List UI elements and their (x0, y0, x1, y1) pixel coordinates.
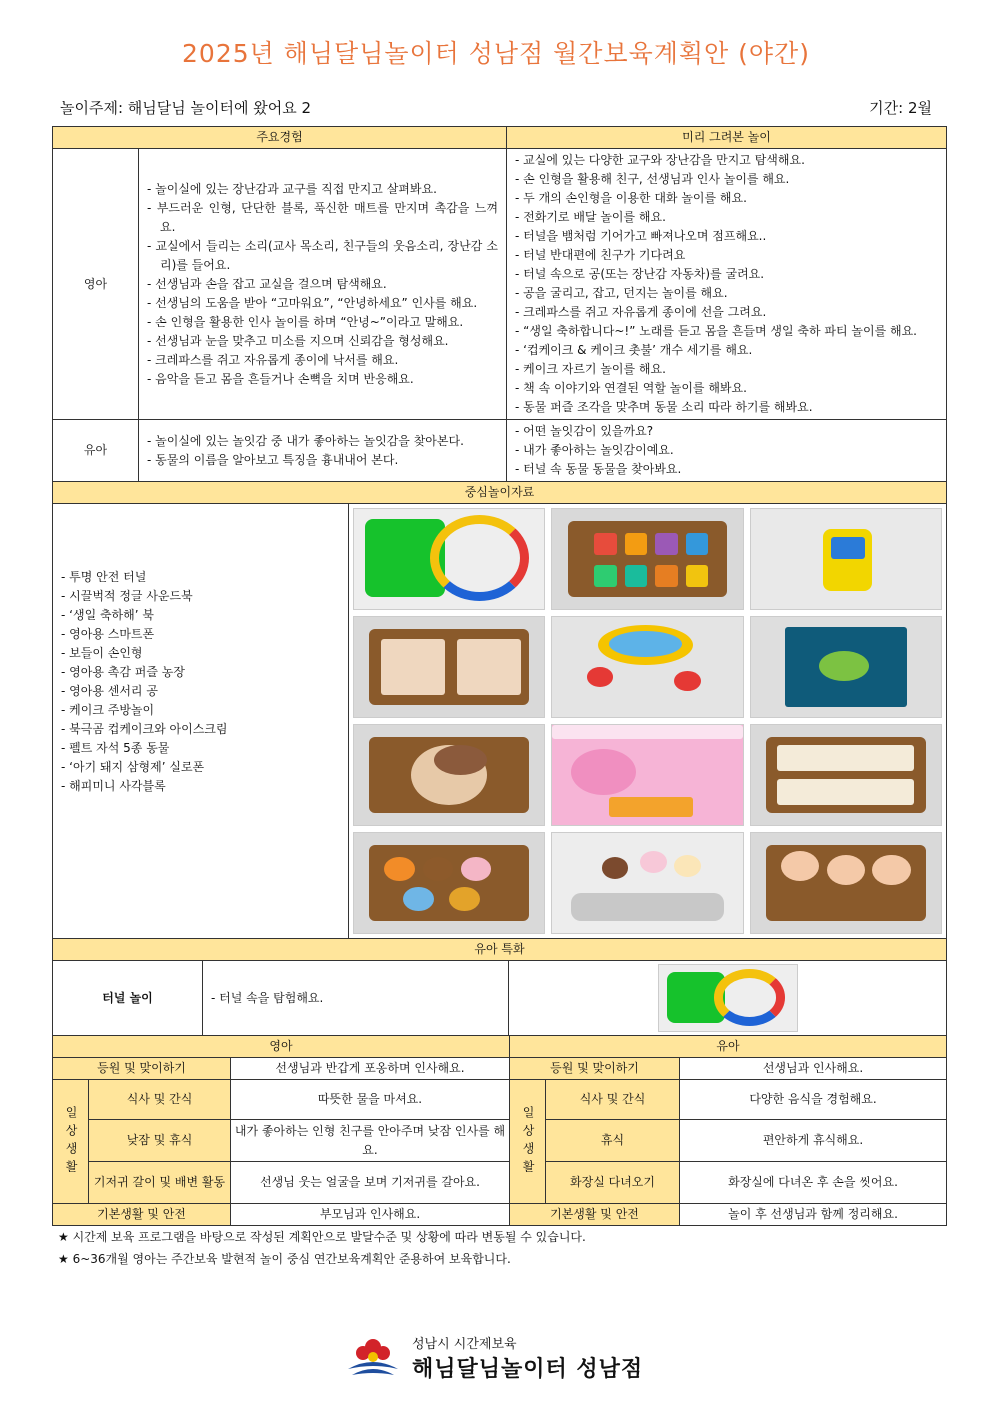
seongnam-logo-icon (344, 1333, 402, 1381)
rest-text: 편안하게 휴식해요. (680, 1120, 947, 1162)
list-item: - 내가 좋아하는 놀잇감이예요. (515, 441, 938, 460)
tunnel-photo (353, 508, 545, 610)
plan-sheet (52, 126, 946, 1270)
list-item: - 선생님과 손을 잡고 교실을 걸으며 탐색해요. (147, 275, 498, 294)
daily-life-table (52, 1035, 947, 1226)
rest-label: 휴식 (546, 1120, 680, 1162)
list-item: - 어떤 놀잇감이 있을까요? (515, 422, 938, 441)
list-item: - 케이크 자르기 놀이를 해요. (515, 360, 938, 379)
infant-row (53, 149, 947, 420)
list-item: - 해피미니 사각블록 (61, 777, 340, 796)
sensory-ball-photo (551, 508, 743, 610)
list-item: - 터널 속 동물 동물을 찾아봐요. (515, 460, 938, 479)
toddler-special-header: 유아 특화 (53, 939, 947, 961)
list-item: - 영아용 촉감 퍼즐 농장 (61, 663, 340, 682)
infant-basic: 부모님과 인사해요. (231, 1204, 510, 1226)
materials-table (52, 481, 947, 939)
daily-life-label: 일상생활 (53, 1080, 89, 1204)
materials-header: 중심놀이자료 (53, 482, 947, 504)
infant-greeting: 선생님과 반갑게 포옹하며 인사해요. (231, 1058, 510, 1080)
list-item: - 동물의 이름을 알아보고 특징을 흉내내어 본다. (147, 451, 498, 470)
list-item: - 시끌벅적 정글 사운드북 (61, 587, 340, 606)
list-item: - ‘컵케이크 & 케이크 촛불’ 개수 세기를 해요. (515, 341, 938, 360)
list-item: - 터널 속으로 공(또는 장난감 자동차)를 굴려요. (515, 265, 938, 284)
list-item: - 터널을 뱀처럼 기어가고 빠져나오며 점프해요.. (515, 227, 938, 246)
experience-table (52, 126, 947, 482)
diaper-label: 기저귀 갈이 및 배변 활동 (89, 1162, 231, 1204)
special-tunnel-photo (658, 964, 798, 1032)
special-desc: 터널 속을 탐험해요. (219, 990, 324, 1005)
toilet-label: 화장실 다녀오기 (546, 1162, 680, 1204)
list-item: - 놀이실에 있는 놀잇감 중 내가 좋아하는 놀잇감을 찾아본다. (147, 432, 498, 451)
jungle-soundbook-photo (750, 616, 942, 718)
note-1: ★ 시간제 보육 프로그램을 바탕으로 작성된 계획안으로 발달수준 및 상황에 따라 변동될 수 있습니다. (58, 1230, 586, 1244)
wooden-block-photo (353, 616, 545, 718)
list-item: - 책 속 이야기와 연결된 역할 놀이를 해봐요. (515, 379, 938, 398)
footer-sub: 성남시 시간제보육 (412, 1337, 517, 1352)
play-theme: 놀이주제: 해님달님 놀이터에 왔어요 2 (60, 99, 312, 117)
list-item: - 크레파스를 쥐고 자유롭게 종이에 낙서를 해요. (147, 351, 498, 370)
period: 기간: 2월 (869, 99, 932, 117)
list-item: - 손 인형을 활용한 인사 놀이를 하며 “안녕~”이라고 말해요. (147, 313, 498, 332)
toddler-special-table: 유아 특화 터널 놀이 - 터널 속을 탐험해요. (52, 938, 947, 1036)
infant-experience-list (139, 178, 506, 391)
infant-header: 영아 (53, 1036, 510, 1058)
list-item: - “생일 축하합니다~!” 노래를 듣고 몸을 흔들며 생일 축하 파티 놀이를 해요. (515, 322, 938, 341)
infant-play-list (507, 149, 946, 419)
toy-phone-photo (750, 508, 942, 610)
toddler-basic: 놀이 후 선생님과 함께 정리해요. (680, 1204, 947, 1226)
list-item: - 공을 굴리고, 잡고, 던지는 놀이를 해요. (515, 284, 938, 303)
list-item: - 동물 퍼즐 조각을 맞추며 동물 소리 따라 하기를 해봐요. (515, 398, 938, 417)
toddler-play-list (507, 420, 946, 481)
toddler-header: 유아 (510, 1036, 947, 1058)
list-item: - 부드러운 인형, 단단한 블록, 푹신한 매트를 만지며 촉감을 느껴요. (147, 199, 498, 237)
meal-label: 식사 및 간식 (89, 1080, 231, 1120)
basic-label: 기본생활 및 안전 (53, 1204, 231, 1226)
toddler-row (53, 420, 947, 482)
list-item: - 케이크 주방놀이 (61, 701, 340, 720)
list-item: - 투명 안전 터널 (61, 568, 340, 587)
toilet-text: 화장실에 다녀온 후 손을 씻어요. (680, 1162, 947, 1204)
list-item: - 손 인형을 활용해 친구, 선생님과 인사 놀이를 해요. (515, 170, 938, 189)
age-label: 영아 (53, 149, 139, 420)
cupcake-icecream-photo (551, 832, 743, 934)
list-item: - 보들이 손인형 (61, 644, 340, 663)
toddler-greeting: 선생님과 인사해요. (680, 1058, 947, 1080)
farm-puzzle-photo (750, 724, 942, 826)
xylophone-photo (551, 616, 743, 718)
cake-toy-photo (353, 724, 545, 826)
list-item: - 교실에 있는 다양한 교구와 장난감을 만지고 탐색해요. (515, 151, 938, 170)
list-item: - 선생님과 눈을 맞추고 미소를 지으며 신뢰감을 형성해요. (147, 332, 498, 351)
materials-list (53, 566, 348, 876)
list-item: - 음악을 듣고 몸을 흔들거나 손뼉을 치며 반응해요. (147, 370, 498, 389)
nap-text: 내가 좋아하는 인형 친구를 안아주며 낮잠 인사를 해요. (231, 1120, 510, 1162)
list-item: - ‘생일 축하해’ 북 (61, 606, 340, 625)
list-item: - 크레파스를 쥐고 자유롭게 종이에 선을 그려요. (515, 303, 938, 322)
list-item: - 놀이실에 있는 장난감과 교구를 직접 만지고 살펴봐요. (147, 180, 498, 199)
special-name: 터널 놀이 (53, 961, 203, 1036)
hand-puppet-photo (750, 832, 942, 934)
footer-main: 해님달님놀이터 성남점 (412, 1357, 644, 1382)
daily-life-label: 일상생활 (510, 1080, 546, 1204)
key-experience-header: 주요경험 (53, 127, 507, 149)
list-item: - 터널 반대편에 친구가 기다려요 (515, 246, 938, 265)
note-2: ★ 6~36개월 영아는 주간보육 발현적 놀이 중심 연간보육계획안 준용하여 보육합니다. (58, 1252, 511, 1266)
felt-animals-photo (353, 832, 545, 934)
basic-label: 기본생활 및 안전 (510, 1204, 680, 1226)
nap-label: 낮잠 및 휴식 (89, 1120, 231, 1162)
greeting-label: 등원 및 맞이하기 (510, 1058, 680, 1080)
list-item: - ‘아기 돼지 삼형제’ 실로폰 (61, 758, 340, 777)
list-item: - 두 개의 손인형을 이용한 대화 놀이를 해요. (515, 189, 938, 208)
list-item: - 북극곰 컵케이크와 아이스크림 (61, 720, 340, 739)
meal-text: 따뜻한 물을 마셔요. (231, 1080, 510, 1120)
planned-play-header: 미리 그려본 놀이 (507, 127, 947, 149)
list-item: - 교실에서 들리는 소리(교사 목소리, 친구들의 웃음소리, 장난감 소리)를 들어요. (147, 237, 498, 275)
list-item: - 전화기로 배달 놀이를 해요. (515, 208, 938, 227)
meal-label: 식사 및 간식 (546, 1080, 680, 1120)
list-item: - 영아용 센서리 공 (61, 682, 340, 701)
page-title: 2025년 해님달님놀이터 성남점 월간보육계획안 (야간) (182, 39, 810, 68)
material-photos (351, 506, 944, 936)
list-item: - 펠트 자석 5종 동물 (61, 739, 340, 758)
meal-text: 다양한 음식을 경험해요. (680, 1080, 947, 1120)
age-label: 유아 (53, 420, 139, 482)
list-item: - 선생님의 도움을 받아 “고마워요”, “안녕하세요” 인사를 해요. (147, 294, 498, 313)
toddler-experience-list (139, 430, 506, 472)
diaper-text: 선생님 웃는 얼굴을 보며 기저귀를 갈아요. (231, 1162, 510, 1204)
list-item: - 영아용 스마트폰 (61, 625, 340, 644)
birthday-book-photo (551, 724, 743, 826)
greeting-label: 등원 및 맞이하기 (53, 1058, 231, 1080)
